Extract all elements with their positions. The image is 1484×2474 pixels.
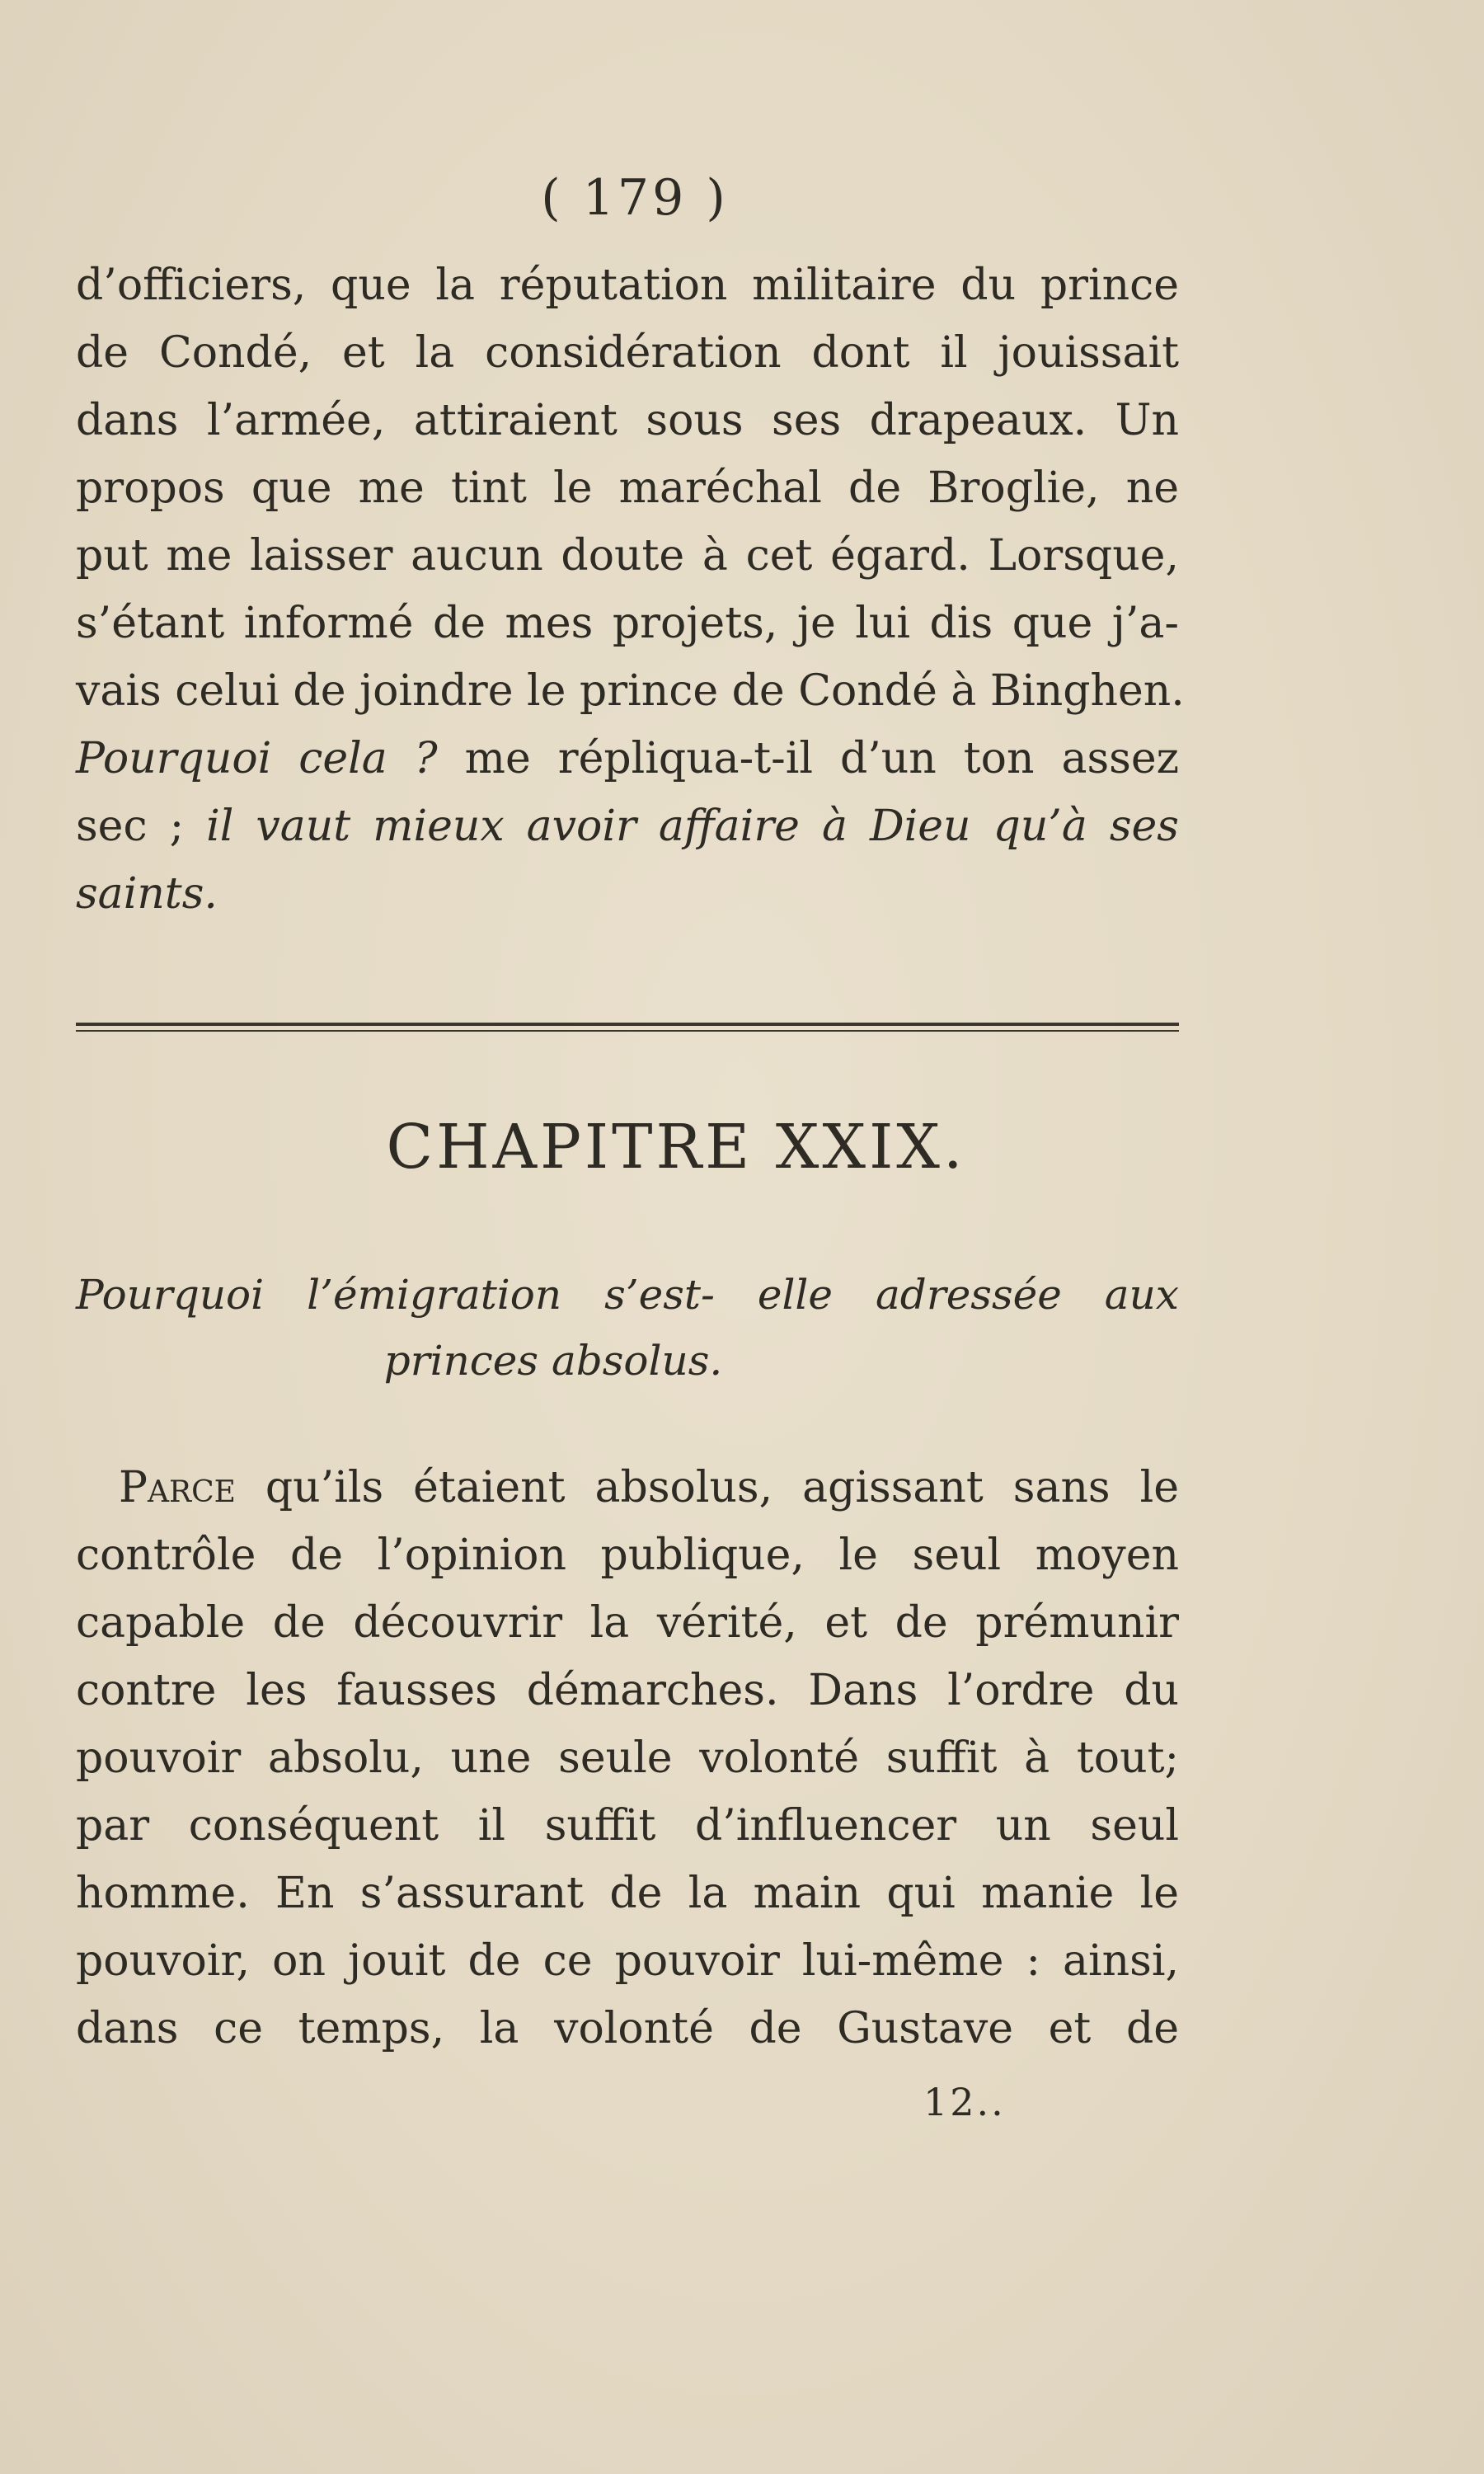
text-line: contre les fausses démarches. Dans l’ordre du — [76, 1666, 1179, 1715]
rule-thick — [76, 1023, 1179, 1026]
small-caps-lead: Parce — [119, 1463, 236, 1512]
text-span: sec ; — [76, 802, 207, 851]
body-passage — [76, 1454, 1179, 2062]
text-line: dans ce temps, la volonté de Gustave et de — [76, 2004, 1179, 2053]
text-line — [76, 1454, 1179, 1522]
text-line: homme. En s’assurant de la main qui manie le — [76, 1869, 1179, 1918]
text-line — [76, 725, 1179, 793]
text-line: pouvoir absolu, une seule volonté suffit à tout; — [76, 1733, 1179, 1783]
text-line: put me laisser aucun doute à cet égard. Lorsque, — [76, 531, 1179, 581]
chapter-heading: CHAPITRE XXIX. — [386, 1112, 966, 1183]
text-line — [76, 793, 1179, 860]
quote-italic: il vaut mieux avoir affaire à Dieu qu’à ses — [206, 802, 1179, 851]
signature-mark: 12.. — [923, 2080, 1006, 2124]
text-line: par conséquent il suffit d’influencer un seul — [76, 1801, 1179, 1851]
text-line: s’étant informé de mes projets, je lui dis que j’a- — [76, 599, 1179, 648]
rule-thin — [76, 1030, 1179, 1032]
text-line: contrôle de l’opinion publique, le seul moyen — [76, 1531, 1179, 1580]
text-line: dans l’armée, attiraient sous ses drapeaux. Un — [76, 396, 1179, 445]
page-number: ( 179 ) — [541, 169, 729, 227]
text-line: capable de découvrir la vérité, et de prémunir — [76, 1598, 1179, 1648]
text-line: pouvoir, on jouit de ce pouvoir lui-même : ainsi, — [76, 1936, 1179, 1986]
top-passage — [76, 252, 1185, 928]
text-line: d’officiers, que la réputation militaire du prince — [76, 261, 1179, 310]
text-line: de Condé, et la considération dont il jouissait — [76, 328, 1179, 378]
subtitle-line: Pourquoi l’émigration s’est- elle adressée aux — [76, 1271, 1179, 1319]
chapter-subtitle — [76, 1262, 1179, 1394]
text-line: saints. — [76, 869, 218, 919]
subtitle-line: princes absolus. — [383, 1337, 723, 1385]
text-span: me répliqua-t-il d’un ton assez — [437, 734, 1179, 783]
text-line: propos que me tint le maréchal de Broglie, ne — [76, 463, 1179, 513]
quote-italic: Pourquoi cela ? — [76, 734, 438, 783]
text-line: vais celui de joindre le prince de Condé à Binghen. — [76, 666, 1185, 716]
text-span: qu’ils étaient absolus, agissant sans le — [235, 1463, 1179, 1512]
double-rule-divider — [76, 1023, 1179, 1034]
